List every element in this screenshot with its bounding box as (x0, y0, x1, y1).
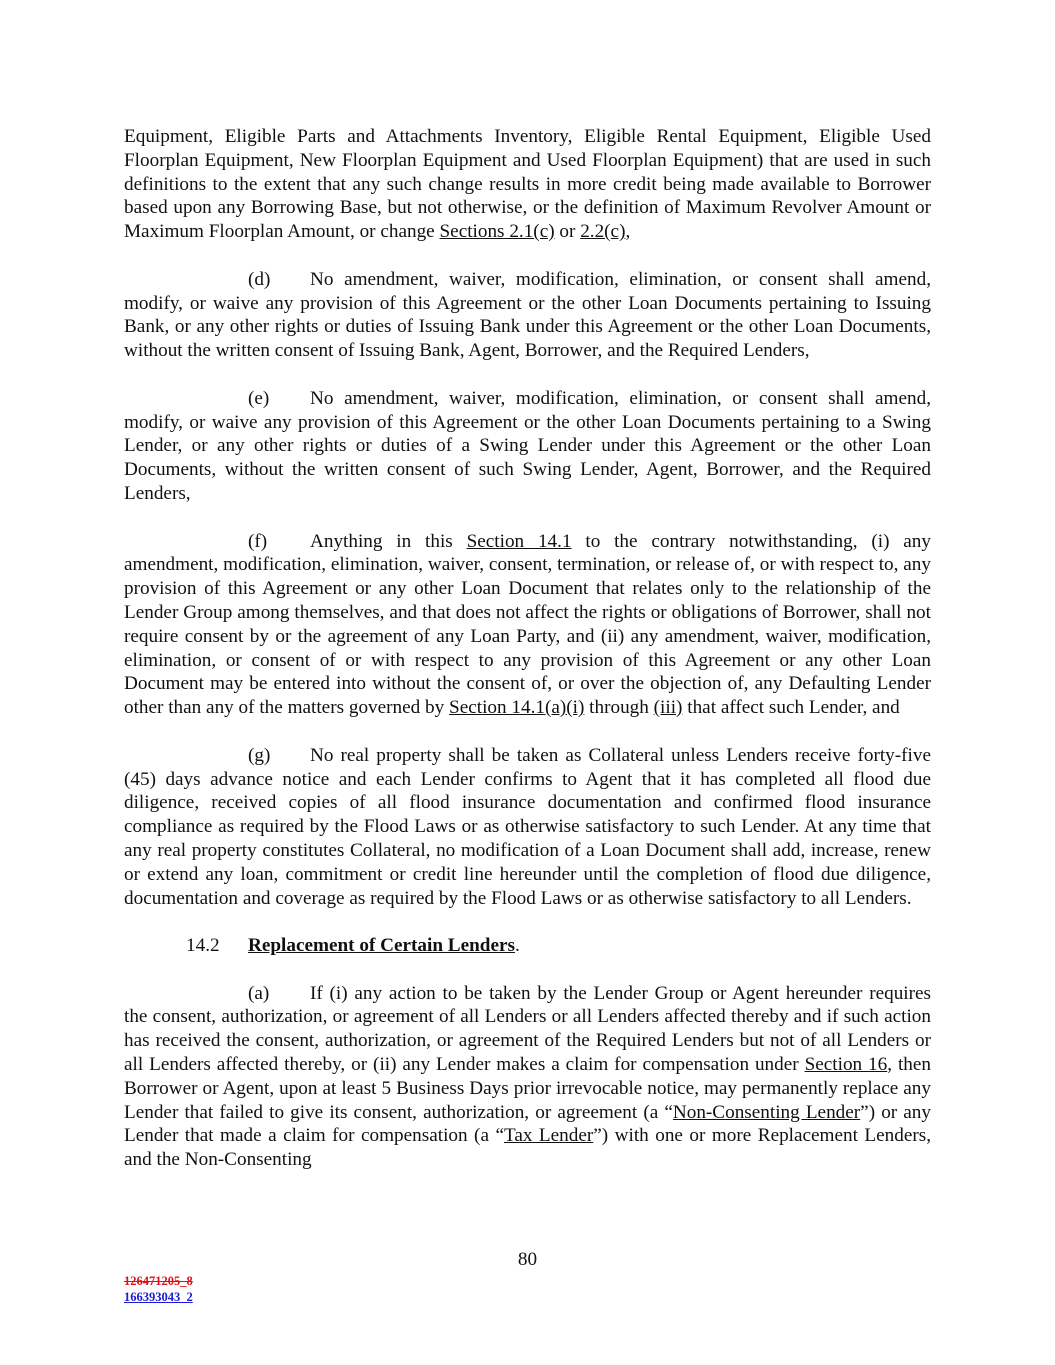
paragraph-a: (a) If (i) any action to be taken by the Lender Group or Agent hereunder requires the consent, authorization, or agreement of all Lenders or all Lenders affected thereby and if such action has received the consent, authorization, or agreement of the Required Lenders but not of all Lenders or all Lenders affected thereby, or (ii) any Lender makes a claim for compensation under Section 16, then Borrower or Agent, upon at least 5 Business Days prior irrevocable notice, may permanently replace any Lender that failed to give its consent, authorization, or agreement (a “Non-Consenting Lender”) or any Lender that made a claim for compensation (a “Tax Lender”) with one or more Replacement Lenders, and the Non-Consenting (124, 982, 931, 1171)
section-title: Replacement of Certain Lenders (248, 935, 515, 957)
section-reference: Sections 2.1(c) (439, 221, 555, 243)
section-reference: Section 16 (804, 1054, 888, 1076)
document-body (124, 125, 931, 1196)
paragraph-g: (g) No real property shall be taken as Collateral unless Lenders receive forty-five (45) days advance notice and each Lender confirms to Agent that it has completed all flood due diligence, received copies of all flood insurance documentation and confirmed flood insurance compliance as required by the Flood Laws or as otherwise satisfactory to such Lender. At any time that any real property constitutes Collateral, no modification of a Loan Document shall add, increase, renew or extend any loan, commitment or credit line hereunder until the completion of flood due diligence, documentation and coverage as required by the Flood Laws or as otherwise satisfactory to all Lenders. (124, 744, 931, 909)
document-id-inserted: 166393043_2 (124, 1290, 193, 1304)
paragraph-f: (f) Anything in this Section 14.1 to the contrary notwithstanding, (i) any amendment, modification, elimination, waiver, consent, termination, or release of, or with respect to, any provision of this Agreement or any other Loan Document that relates only to the relationship of the Lender Group among themselves, and that does not affect the rights or obligations of Borrower, shall not require consent by or the agreement of any Loan Party, and (ii) any amendment, waiver, modification, elimination, or consent of or with respect to any provision of this Agreement or any other Loan Document may be entered into without the consent of, or over the objection of, any Defaulting Lender other than any of the matters governed by Section 14.1(a)(i) through (iii) that affect such Lender, and (124, 530, 931, 719)
paragraph-intro: Equipment, Eligible Parts and Attachments Inventory, Eligible Rental Equipment, Eligible Used Floorplan Equipment, New Floorplan Equipment and Used Floorplan Equipment) that are used in such definitions to the extent that any such change results in more credit being made available to Borrower based upon any Borrowing Base, but not otherwise, or the definition of Maximum Revolver Amount or Maximum Floorplan Amount, or change Sections 2.1(c) or 2.2(c), (124, 126, 931, 243)
paragraph-e: (e) No amendment, waiver, modification, elimination, or consent shall amend, modify, or waive any provision of this Agreement or the other Loan Documents pertaining to a Swing Lender, or any other rights or duties of a Swing Lender under this Agreement or the other Loan Documents, without the written consent of such Swing Lender, Agent, Borrower, and the Required Lenders, (124, 387, 931, 504)
document-id-deleted: 126471205_8 (124, 1274, 193, 1288)
section-number: 14.2 (186, 935, 220, 957)
clause-label: (e) (248, 387, 270, 409)
section-reference: Section 14.1 (466, 530, 572, 552)
section-heading: 14.2 Replacement of Certain Lenders. (186, 935, 520, 957)
section-reference: 2.2(c) (580, 221, 626, 243)
clause-label: (f) (248, 530, 268, 552)
page-number: 80 (517, 1249, 538, 1270)
section-reference: (iii) (653, 697, 683, 719)
paragraph-d: (d) No amendment, waiver, modification, elimination, or consent shall amend, modify, or waive any provision of this Agreement or the other Loan Documents pertaining to Issuing Bank, or any other rights or duties of Issuing Bank under this Agreement or the other Loan Documents, without the written consent of Issuing Bank, Agent, Borrower, and the Required Lenders, (124, 268, 931, 362)
defined-term: Non-Consenting Lender (672, 1101, 861, 1123)
clause-label: (d) (248, 268, 271, 290)
section-reference: Section 14.1(a)(i) (449, 697, 585, 719)
clause-label: (a) (248, 982, 270, 1004)
defined-term: Tax Lender (503, 1125, 594, 1147)
clause-label: (g) (248, 744, 271, 766)
